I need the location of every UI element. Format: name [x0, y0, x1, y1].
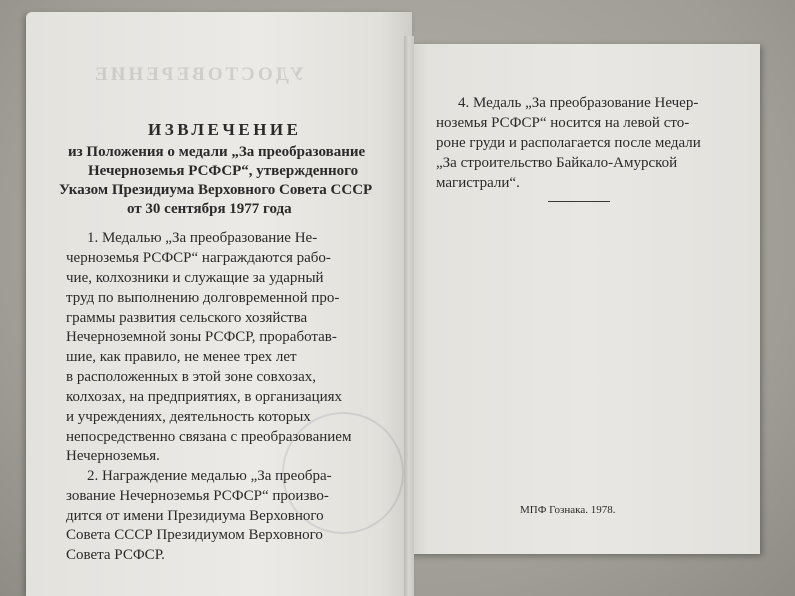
body-line-8: в расположенных в этой зоне совхозах,: [66, 369, 316, 385]
body-line-12: Нечерноземья.: [66, 448, 160, 464]
body-line-7: шие, как правило, не менее трех лет: [66, 349, 297, 365]
body-line-4: труд по выполнению долговременной про-: [66, 290, 340, 306]
body-line-3: чие, колхозники и служащие за ударный: [66, 270, 324, 286]
body-line-9: колхозах, на предприятиях, в организациях: [66, 389, 343, 405]
body-line-10: и учреждениях, деятельность которых: [66, 409, 311, 425]
body-line-6: Нечерноземной зоны РСФСР, проработав-: [66, 329, 337, 345]
body-line-14: зование Нечерноземья РСФСР“ произво-: [66, 488, 329, 504]
body-line-13: 2. Награждение медалью „За преобра-: [87, 468, 332, 484]
body-line-1: 1. Медалью „За преобразование Не-: [87, 230, 318, 246]
header-line-2: Нечерноземья РСФСР“, утвержденного: [88, 163, 359, 179]
body-line-2: черноземья РСФСР“ награждаются рабо-: [66, 250, 331, 266]
right-line-2: ноземья РСФСР“ носится на левой сто-: [436, 115, 690, 131]
header-line-4: от 30 сентября 1977 года: [127, 201, 292, 217]
book-gutter: [404, 36, 414, 596]
body-line-17: Совета РСФСР.: [66, 547, 165, 563]
body-line-16: Совета СССР Президиумом Верховного: [66, 527, 323, 543]
faded-show-through-heading: УДОСТОВЕРЕНИЕ: [92, 64, 304, 85]
right-line-4: „За строительство Байкало-Амурской: [436, 155, 678, 171]
body-line-15: дится от имени Президиума Верховного: [66, 508, 324, 524]
right-line-1: 4. Медаль „За преобразование Нечер-: [458, 95, 699, 111]
printer-imprint: МПФ Гознака. 1978.: [520, 504, 616, 516]
right-line-3: роне груди и располагается после медали: [436, 135, 701, 151]
right-line-5: магистрали“.: [436, 175, 520, 191]
section-divider: [548, 201, 610, 202]
header-line-3: Указом Президиума Верховного Совета СССР: [59, 182, 373, 198]
body-line-5: граммы развития сельского хозяйства: [66, 310, 308, 326]
body-line-11: непосредственно связана с преобразованием: [66, 429, 352, 445]
header-line-1: из Положения о медали „За преобразование: [68, 144, 366, 160]
document-title: ИЗВЛЕЧЕНИЕ: [148, 120, 302, 139]
